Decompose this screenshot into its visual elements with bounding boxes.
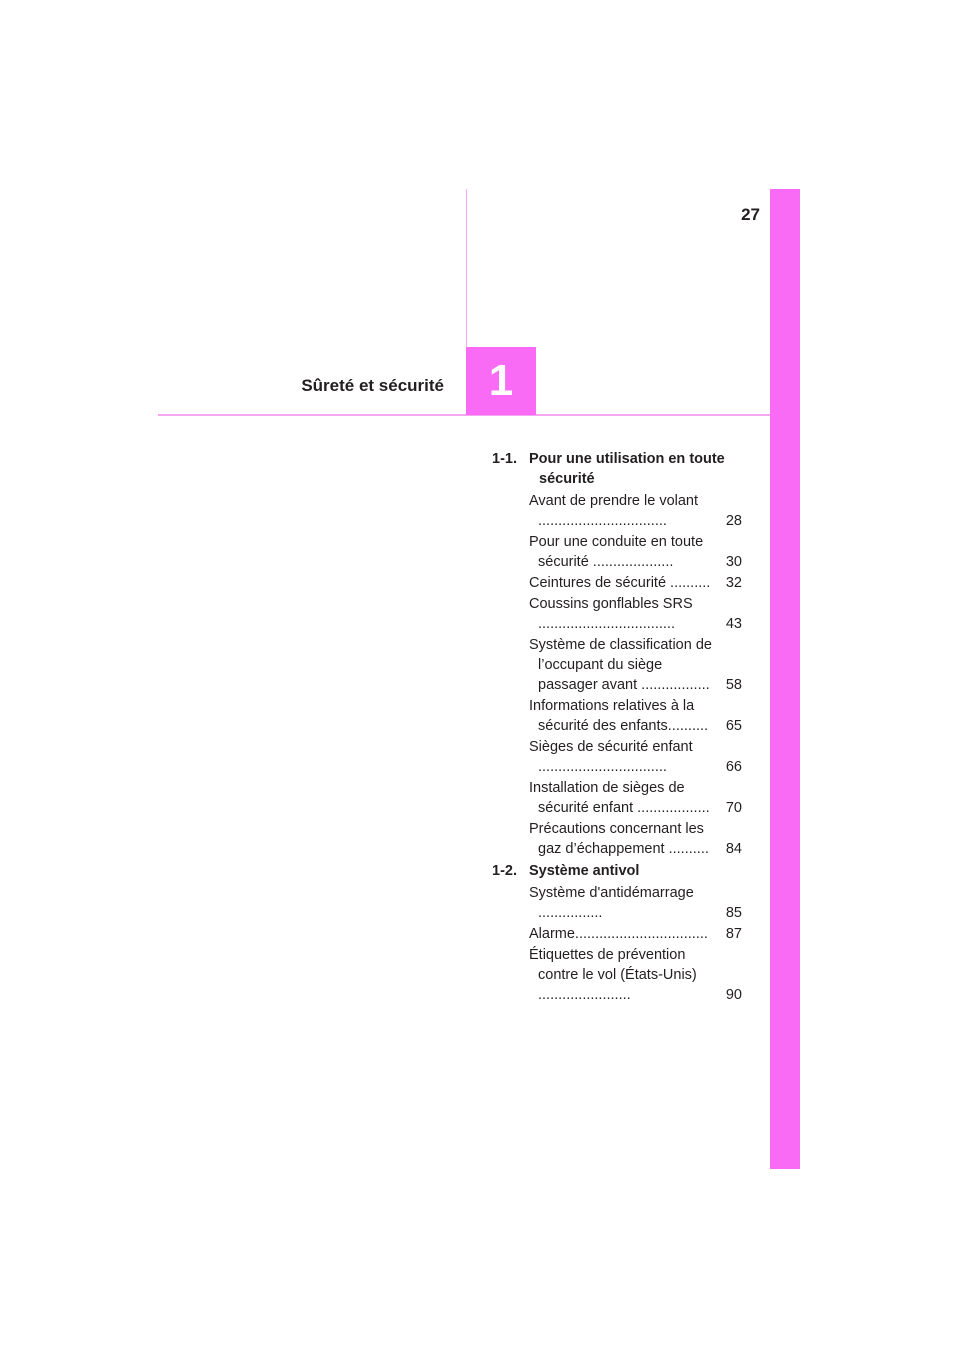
chapter-side-tab xyxy=(770,189,800,1169)
toc-page-number: 43 xyxy=(725,616,742,632)
toc-entry[interactable]: Avant de prendre le volant ................................ 28 xyxy=(529,493,742,529)
toc-page-number: 90 xyxy=(725,987,742,1003)
page-number: 27 xyxy=(741,205,760,224)
toc-section-heading xyxy=(492,861,742,881)
toc-entry[interactable]: Étiquettes de prévention contre le vol (États-Unis) ....................... 90 xyxy=(529,947,742,1003)
toc-section-number: 1-2. xyxy=(492,863,517,879)
toc-section-number: 1-1. xyxy=(492,451,517,467)
toc-page-number: 30 xyxy=(725,554,742,570)
toc-page-number: 58 xyxy=(725,677,742,693)
toc-entry[interactable]: Ceintures de sécurité .......... 32 xyxy=(529,575,742,591)
toc-page-number: 28 xyxy=(725,513,742,529)
toc-entry[interactable]: Précautions concernant les gaz d’échappement .......... 84 xyxy=(529,821,742,857)
toc-entry-list xyxy=(492,883,742,1005)
toc-entry[interactable]: Pour une conduite en toute sécurité .................... 30 xyxy=(529,534,742,570)
chapter-number-box xyxy=(466,347,536,415)
toc-entry[interactable]: Informations relatives à la sécurité des enfants.......... 65 xyxy=(529,698,742,734)
toc-page-number: 87 xyxy=(725,926,742,942)
table-of-contents xyxy=(492,449,742,1006)
toc-entry[interactable]: Système de classification de l’occupant du siège passager avant ................. 58 xyxy=(529,637,742,693)
toc-entry[interactable]: Sièges de sécurité enfant ................................ 66 xyxy=(529,739,742,775)
toc-entry[interactable]: Système d'antidémarrage ................ 85 xyxy=(529,885,742,921)
toc-page-number: 65 xyxy=(725,718,742,734)
toc-entry[interactable]: Alarme................................. 87 xyxy=(529,926,742,942)
toc-section-title[interactable]: Système antivol xyxy=(529,863,640,879)
chapter-number: 1 xyxy=(488,356,514,405)
toc-section-title[interactable]: Pour une utilisation en toute sécurité xyxy=(529,451,725,487)
toc-entry-list xyxy=(492,491,742,859)
toc-entry[interactable]: Installation de sièges de sécurité enfant .................. 70 xyxy=(529,780,742,816)
toc-page-number: 70 xyxy=(725,800,742,816)
vertical-divider xyxy=(466,189,467,347)
toc-page-number: 32 xyxy=(725,575,742,591)
horizontal-divider xyxy=(158,414,770,416)
toc-page-number: 85 xyxy=(725,905,742,921)
section-title: Sûreté et sécurité xyxy=(301,376,444,395)
toc-page-number: 84 xyxy=(725,841,742,857)
toc-page-number: 66 xyxy=(725,759,742,775)
toc-entry[interactable]: Coussins gonflables SRS .................................. 43 xyxy=(529,596,742,632)
toc-section-heading xyxy=(492,449,742,489)
